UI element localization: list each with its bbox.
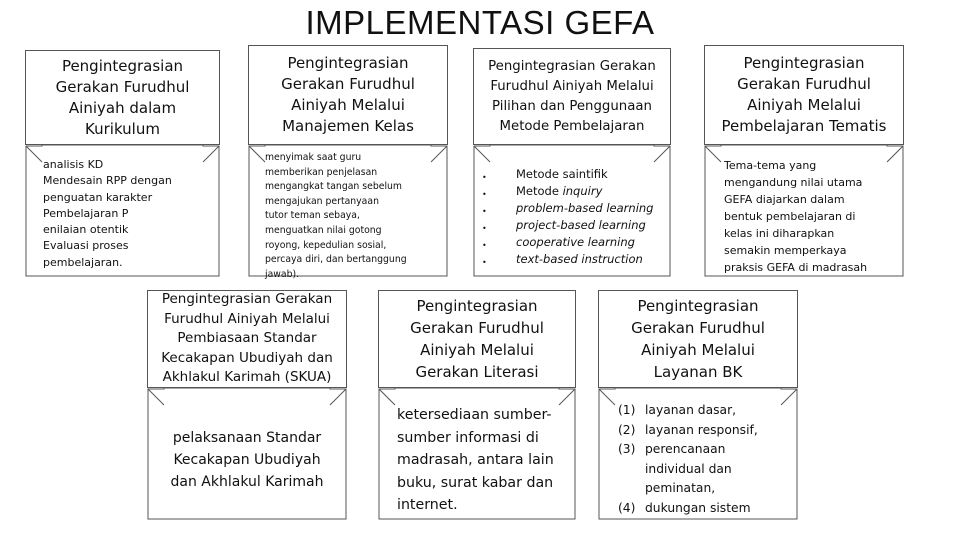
kurikulum-line: penguatan karakter	[43, 190, 153, 204]
manajemen-line: mengajukan pertanyaan	[265, 195, 379, 207]
skua-text: pelaksanaan Standar Kecakapan Ubudiyah dan Akhlakul Karimah	[170, 430, 324, 490]
manajemen-line: royong, kepedulian sosial,	[265, 239, 387, 251]
manajemen-line: mengangkat tangan sebelum	[265, 181, 402, 193]
metode-item: • Metode inquiry	[482, 183, 668, 200]
kurikulum-header	[25, 50, 220, 145]
manajemen-header-text: Pengintegrasian Gerakan Furudhul Ainiyah Melalui Manajemen Kelas	[281, 54, 415, 135]
metode-item: • cooperative learning	[482, 234, 668, 251]
kurikulum-line: Evaluasi proses	[43, 239, 129, 253]
manajemen-body	[248, 145, 448, 280]
skua-body	[147, 388, 347, 520]
bk-item: (3) perencanaan individual dan peminatan,	[618, 442, 732, 495]
page-title: IMPLEMENTASI GEFA	[305, 4, 655, 41]
skua-header-text: Pengintegrasian Gerakan Furudhul Ainiyah Melalui Pembiasaan Standar Kecakapan Ubudiyah dan Akhlakul Karimah (SKUA)	[161, 291, 333, 386]
tematis-body	[704, 145, 904, 277]
literasi-body	[378, 388, 576, 520]
tematis-line: bentuk pembelajaran di	[724, 210, 856, 223]
tematis-line: kelas ini diharapkan	[724, 227, 835, 240]
tematis-line: semakin memperkaya	[724, 244, 847, 257]
bk-body	[598, 388, 798, 520]
literasi-header	[378, 290, 576, 388]
manajemen-line: memberikan penjelasan	[265, 166, 378, 178]
metode-body	[473, 145, 671, 277]
metode-item: • problem-based learning	[482, 200, 668, 217]
bk-item: (2) layanan responsif,	[618, 422, 758, 437]
tematis-header-text: Pengintegrasian Gerakan Furudhul Ainiyah Melalui Pembelajaran Tematis	[721, 54, 887, 135]
kurikulum-line: Mendesain RPP dengan	[43, 174, 172, 188]
literasi-text: ketersediaan sumber-sumber informasi di madrasah, antara lain buku, surat kabar dan internet.	[397, 407, 554, 513]
manajemen-line: menguatkan nilai gotong	[265, 224, 382, 236]
metode-item: • Metode saintifik	[482, 166, 668, 183]
literasi-header-text: Pengintegrasian Gerakan Furudhul Ainiyah Melalui Gerakan Literasi	[410, 297, 544, 381]
kurikulum-line: Pembelajaran P	[43, 206, 129, 220]
kurikulum-line: enilaian otentik	[43, 223, 129, 237]
bk-item: (4) dukungan sistem	[618, 500, 751, 515]
manajemen-line: jawab).	[265, 268, 300, 280]
manajemen-header	[248, 45, 448, 145]
manajemen-line: tutor teman sebaya,	[265, 210, 360, 222]
tematis-header	[704, 45, 904, 145]
metode-item: • project-based learning	[482, 217, 668, 234]
tematis-line: praksis GEFA di madrasah	[724, 261, 868, 274]
bk-header	[598, 290, 798, 388]
metode-item: • text-based instruction	[482, 251, 668, 268]
metode-header-text: Pengintegrasian Gerakan Furudhul Ainiyah Melalui Pilihan dan Penggunaan Metode Pembelajaran	[488, 58, 656, 134]
metode-header	[473, 48, 671, 145]
kurikulum-header-text: Pengintegrasian Gerakan Furudhul Ainiyah dalam Kurikulum	[55, 56, 190, 138]
kurikulum-line: analisis KD	[43, 158, 104, 171]
bk-header-text: Pengintegrasian Gerakan Furudhul Ainiyah Melalui Layanan BK	[631, 297, 765, 381]
tematis-line: GEFA diajarkan dalam	[724, 193, 845, 206]
kurikulum-line: pembelajaran.	[43, 255, 123, 269]
bk-item: (1) layanan dasar,	[618, 403, 737, 417]
tematis-line: Tema-tema yang	[724, 159, 817, 172]
tematis-line: mengandung nilai utama	[724, 176, 863, 189]
kurikulum-body	[25, 145, 220, 277]
manajemen-line: menyimak saat guru	[265, 152, 362, 163]
skua-header	[147, 290, 347, 388]
manajemen-line: percaya diri, dan bertanggung	[265, 254, 407, 266]
